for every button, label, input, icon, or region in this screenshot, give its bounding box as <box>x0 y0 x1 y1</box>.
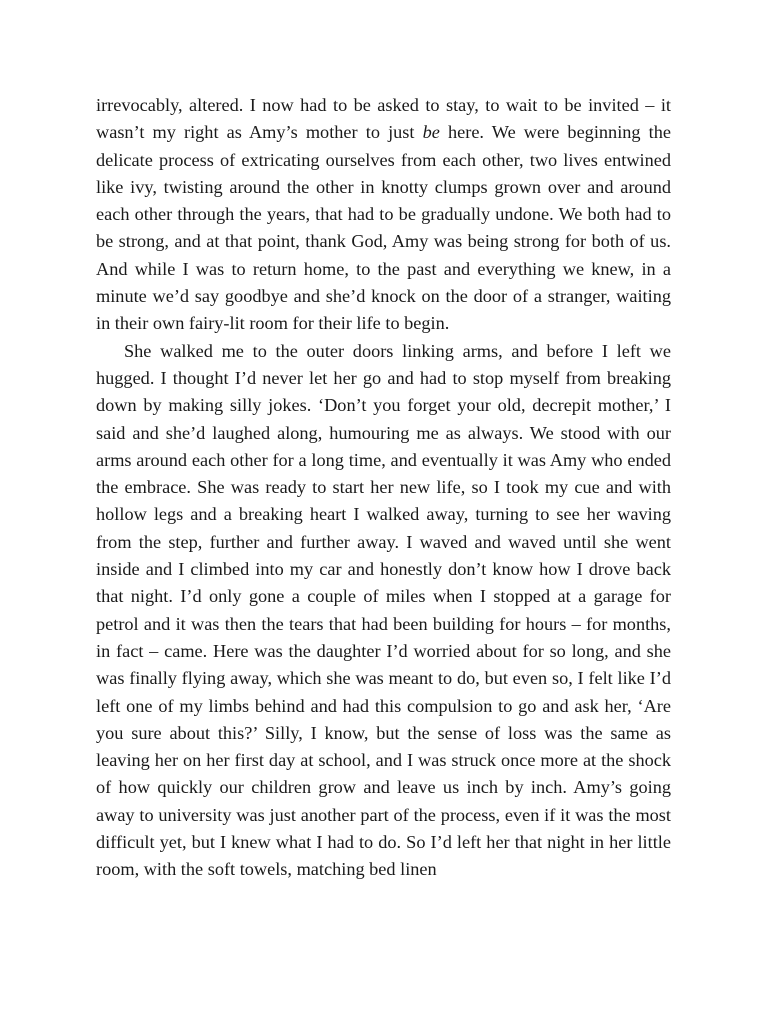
paragraph-1-end: here. We were beginning the delicate process of extricating ourselves from each other, two lives entwined like ivy, twisting around the other in knotty clumps grown over and around each other through the years, that had to be gradually undone. We both had to be strong, and at that point, thank God, Amy was being strong for both of us. And while I was to return home, to the past and everything we knew, in a minute we’d say goodbye and she’d knock on the door of a stranger, waiting in their own fairy-lit room for their life to begin. <box>96 122 671 334</box>
paragraph-1 <box>96 92 671 338</box>
paragraph-1-start: irrevocably, altered. I now had to be asked to stay, to wait to be invited – it wasn’t my right as Amy’s mother to just <box>96 95 671 143</box>
page-body <box>96 92 671 884</box>
paragraph-2: She walked me to the outer doors linking arms, and before I left we hugged. I thought I’d never let her go and had to stop myself from breaking down by making silly jokes. ‘Don’t you forget your old, decrepit mother,’ I said and she’d laughed along, humouring me as always. We stood with our arms around each other for a long time, and eventually it was Amy who ended the embrace. She was ready to start her new life, so I took my cue and with hollow legs and a breaking heart I walked away, turning to see her waving from the step, further and further away. I waved and waved until she went inside and I climbed into my car and honestly don’t know how I drove back that night. I’d only gone a couple of miles when I stopped at a garage for petrol and it was then the tears that had been building for hours – for months, in fact – came. Here was the daughter I’d worried about for so long, and she was finally flying away, which she was meant to do, but even so, I felt like I’d left one of my limbs behind and had this compulsion to go and ask her, ‘Are you sure about this?’ Silly, I know, but the sense of loss was the same as leaving her on her first day at school, and I was struck once more at the shock of how quickly our children grow and leave us inch by inch. Amy’s going away to university was just another part of the process, even if it was the most difficult yet, but I knew what I had to do. So I’d left her that night in her little room, with the soft towels, matching bed linen <box>96 340 671 880</box>
emphasis-word: be <box>422 122 440 143</box>
